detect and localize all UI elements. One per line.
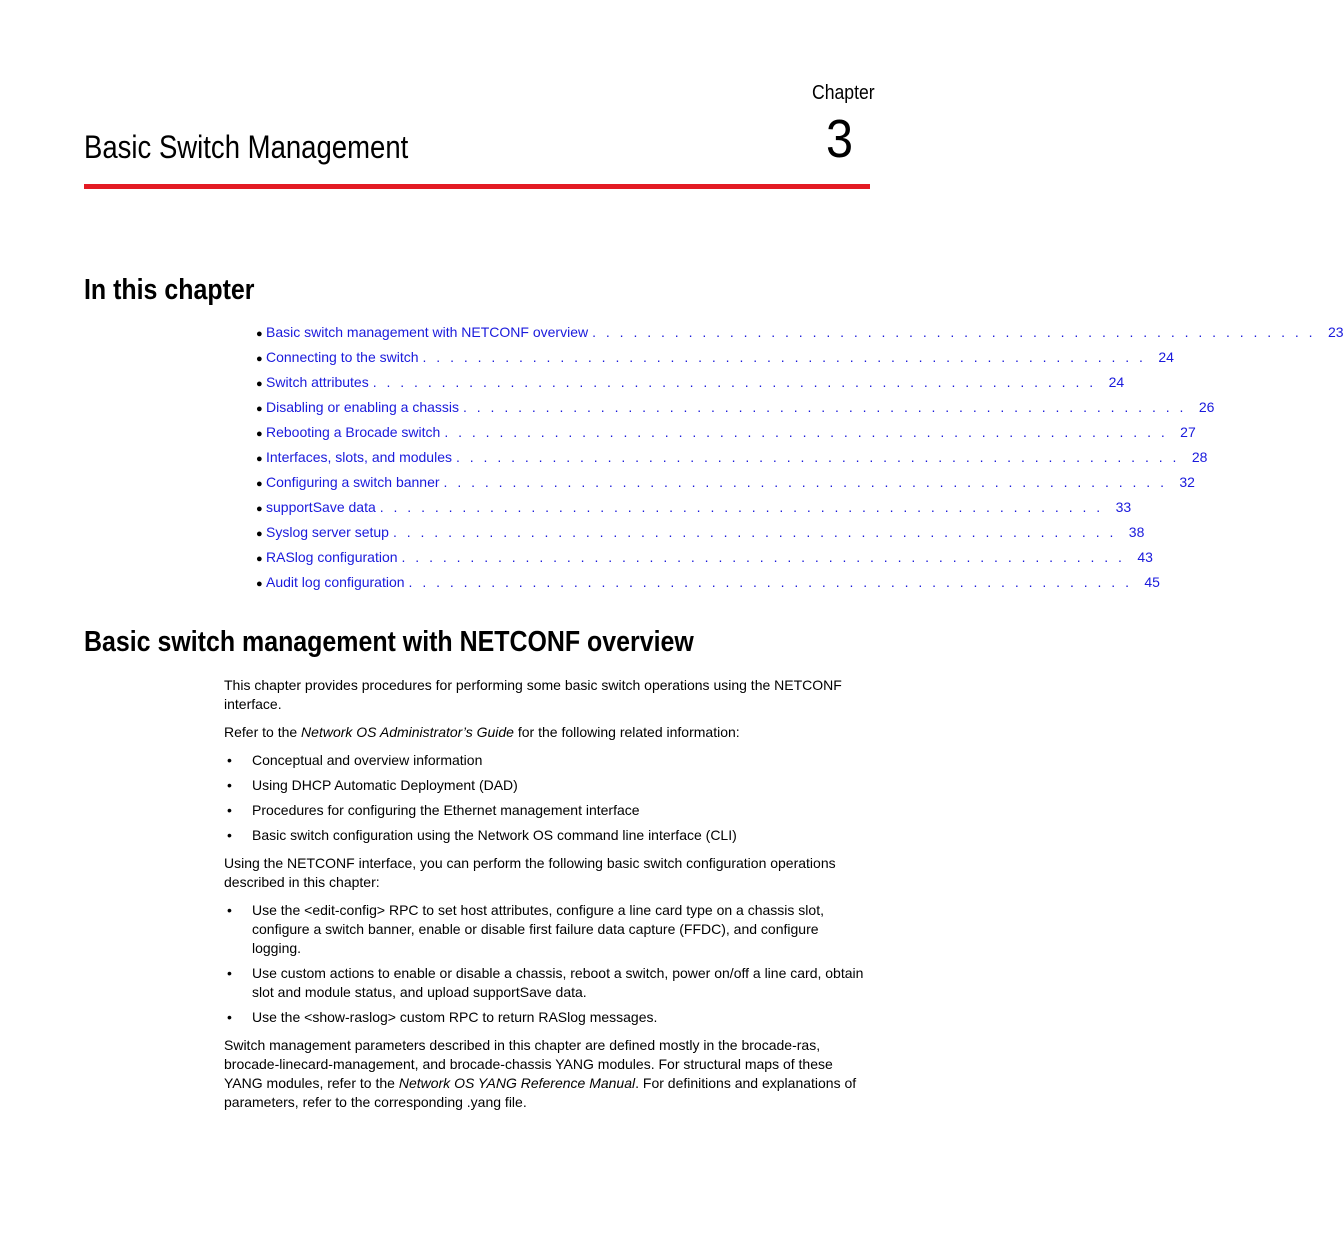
bullet-icon: • (227, 965, 232, 981)
bullet-icon: ● (256, 428, 263, 440)
toc-entry[interactable] (256, 322, 1344, 347)
list-item (224, 801, 870, 820)
list-item (224, 776, 870, 795)
toc-entry-title[interactable]: Disabling or enabling a chassis (266, 399, 459, 415)
toc-entry-page[interactable]: 33 (1115, 499, 1132, 515)
toc-leader-dots: . . . . . . . . . . . . . . . . . . . . . . . . . . . . . . . . . . . . . . . . . . . . . . . . . . . . . (401, 549, 1125, 565)
list-item (224, 751, 870, 770)
toc-entry[interactable] (256, 447, 1208, 472)
list-item (224, 964, 870, 1002)
list-item (224, 901, 870, 958)
list-item-text: Use the <show-raslog> custom RPC to return RASlog messages. (252, 1009, 658, 1025)
toc-entry-title[interactable]: Interfaces, slots, and modules (266, 449, 452, 465)
bullet-icon: ● (256, 528, 263, 540)
toc-leader-dots: . . . . . . . . . . . . . . . . . . . . . . . . . . . . . . . . . . . . . . . . . . . . . . . . . . . . . (408, 574, 1132, 590)
intro-paragraph: This chapter provides procedures for performing some basic switch operations using the NETCONF interface. (224, 677, 842, 712)
bullet-icon: ● (256, 503, 263, 515)
yang-modules-text-end: . For definitions and explanations of parameters, refer to the corresponding .yang file. (224, 1075, 857, 1110)
toc-entry-page[interactable]: 32 (1179, 474, 1195, 490)
toc-entry[interactable] (256, 472, 1195, 497)
list-item-text: Use custom actions to enable or disable a chassis, reboot a switch, power on/off a line card, obtain slot and module status, and upload supportSave data. (252, 965, 864, 1000)
toc-entry-page[interactable]: 38 (1128, 524, 1145, 540)
toc-entry-page[interactable]: 28 (1191, 449, 1208, 465)
toc-entry-page[interactable]: 43 (1137, 549, 1153, 565)
bullet-icon: • (227, 1009, 232, 1025)
bullet-icon: • (227, 802, 232, 818)
chapter-title-rule (84, 184, 870, 189)
yang-manual-title: Network OS YANG Reference Manual (398, 1075, 636, 1091)
bullet-icon: • (227, 777, 232, 793)
toc-leader-dots: . . . . . . . . . . . . . . . . . . . . . . . . . . . . . . . . . . . . . . . . . . . . . . . . . . . . . (379, 499, 1104, 515)
yang-modules-text: Switch management parameters described in this chapter are defined mostly in the brocade-ras, brocade-linecard-management, and brocade-chassis YANG modules. For structural maps of these YANG modules, refer to the (224, 1037, 833, 1091)
chapter-toc (256, 322, 1344, 597)
list-item (224, 826, 870, 845)
toc-leader-dots: . . . . . . . . . . . . . . . . . . . . . . . . . . . . . . . . . . . . . . . . . . . . . . . . . . . . . (463, 399, 1187, 415)
list-item-text: Use the <edit-config> RPC to set host attributes, configure a line card type on a chassis slot, configure a switch banner, enable or disable first failure data capture (FFDC), and configure logging. (252, 902, 824, 956)
bullet-icon: ● (256, 353, 263, 365)
related-info-text-end: for the following related information: (513, 724, 740, 740)
admin-guide-title: Network OS Administrator’s Guide (301, 724, 514, 740)
toc-leader-dots: . . . . . . . . . . . . . . . . . . . . . . . . . . . . . . . . . . . . . . . . . . . . . . . . . . . . . (372, 374, 1097, 390)
toc-entry-page[interactable]: 26 (1198, 399, 1215, 415)
toc-entry-title[interactable]: Syslog server setup (266, 524, 389, 540)
operations-intro-paragraph: Using the NETCONF interface, you can perform the following basic switch configuration operations described in this chapter: (224, 855, 836, 890)
toc-entry-title[interactable]: Connecting to the switch (266, 349, 419, 365)
related-info-text: Refer to the (224, 724, 302, 740)
list-item-text: Procedures for configuring the Ethernet management interface (252, 802, 640, 818)
toc-entry-page[interactable]: 24 (1158, 349, 1174, 365)
toc-entry-title[interactable]: Audit log configuration (266, 574, 405, 590)
toc-entry[interactable] (256, 522, 1145, 547)
toc-entry-title[interactable]: RASlog configuration (266, 549, 398, 565)
toc-entry[interactable] (256, 372, 1125, 397)
toc-entry[interactable] (256, 347, 1174, 372)
toc-leader-dots: . . . . . . . . . . . . . . . . . . . . . . . . . . . . . . . . . . . . . . . . . . . . . . . . . . . . . (456, 449, 1180, 465)
toc-entry-title[interactable]: Basic switch management with NETCONF overview (266, 324, 589, 340)
toc-entry-page[interactable]: 24 (1108, 374, 1125, 390)
toc-leader-dots: . . . . . . . . . . . . . . . . . . . . . . . . . . . . . . . . . . . . . . . . . . . . . . . . . . . . . (443, 474, 1167, 490)
toc-entry[interactable] (256, 422, 1196, 447)
toc-entry-title[interactable]: Switch attributes (266, 374, 369, 390)
yang-modules-paragraph (224, 1036, 870, 1112)
related-info-list (224, 751, 870, 845)
bullet-icon: ● (256, 453, 263, 465)
toc-leader-dots: . . . . . . . . . . . . . . . . . . . . . . . . . . . . . . . . . . . . . . . . . . . . . . . . . . . . . (392, 524, 1117, 540)
bullet-icon: ● (256, 478, 263, 490)
toc-entry-page[interactable]: 27 (1180, 424, 1196, 440)
toc-entry-title[interactable]: supportSave data (266, 499, 376, 515)
toc-leader-dots: . . . . . . . . . . . . . . . . . . . . . . . . . . . . . . . . . . . . . . . . . . . . . . . . . . . . . (422, 349, 1146, 365)
toc-entry[interactable] (256, 497, 1132, 522)
related-info-paragraph (224, 723, 870, 742)
toc-entry-title[interactable]: Rebooting a Brocade switch (266, 424, 441, 440)
toc-entry-page[interactable]: 45 (1144, 574, 1160, 590)
netconf-overview-body (224, 676, 870, 1121)
netconf-overview-heading: Basic switch management with NETCONF overview (84, 626, 694, 658)
chapter-label: Chapter (812, 82, 875, 104)
bullet-icon: • (227, 827, 232, 843)
list-item-text: Basic switch configuration using the Network OS command line interface (CLI) (252, 827, 737, 843)
chapter-number: 3 (826, 109, 854, 169)
operations-list (224, 901, 870, 1027)
toc-entry[interactable] (256, 397, 1215, 422)
list-item-text: Using DHCP Automatic Deployment (DAD) (252, 777, 518, 793)
bullet-icon: ● (256, 403, 263, 415)
toc-entry[interactable] (256, 572, 1160, 597)
bullet-icon: ● (256, 378, 263, 390)
bullet-icon: ● (256, 553, 263, 565)
bullet-icon: ● (256, 578, 263, 590)
toc-entry[interactable] (256, 547, 1153, 572)
toc-entry-title[interactable]: Configuring a switch banner (266, 474, 440, 490)
bullet-icon: • (227, 902, 232, 918)
in-this-chapter-heading: In this chapter (84, 274, 255, 306)
bullet-icon: ● (256, 328, 263, 340)
chapter-title: Basic Switch Management (84, 129, 409, 165)
list-item (224, 1008, 870, 1027)
toc-leader-dots: . . . . . . . . . . . . . . . . . . . . . . . . . . . . . . . . . . . . . . . . . . . . . . . . . . . . . (444, 424, 1168, 440)
toc-entry-page[interactable]: 23 (1327, 324, 1344, 340)
bullet-icon: • (227, 752, 232, 768)
toc-leader-dots: . . . . . . . . . . . . . . . . . . . . . . . . . . . . . . . . . . . . . . . . . . . . . . . . . . . . . (592, 324, 1316, 340)
list-item-text: Conceptual and overview information (252, 752, 483, 768)
